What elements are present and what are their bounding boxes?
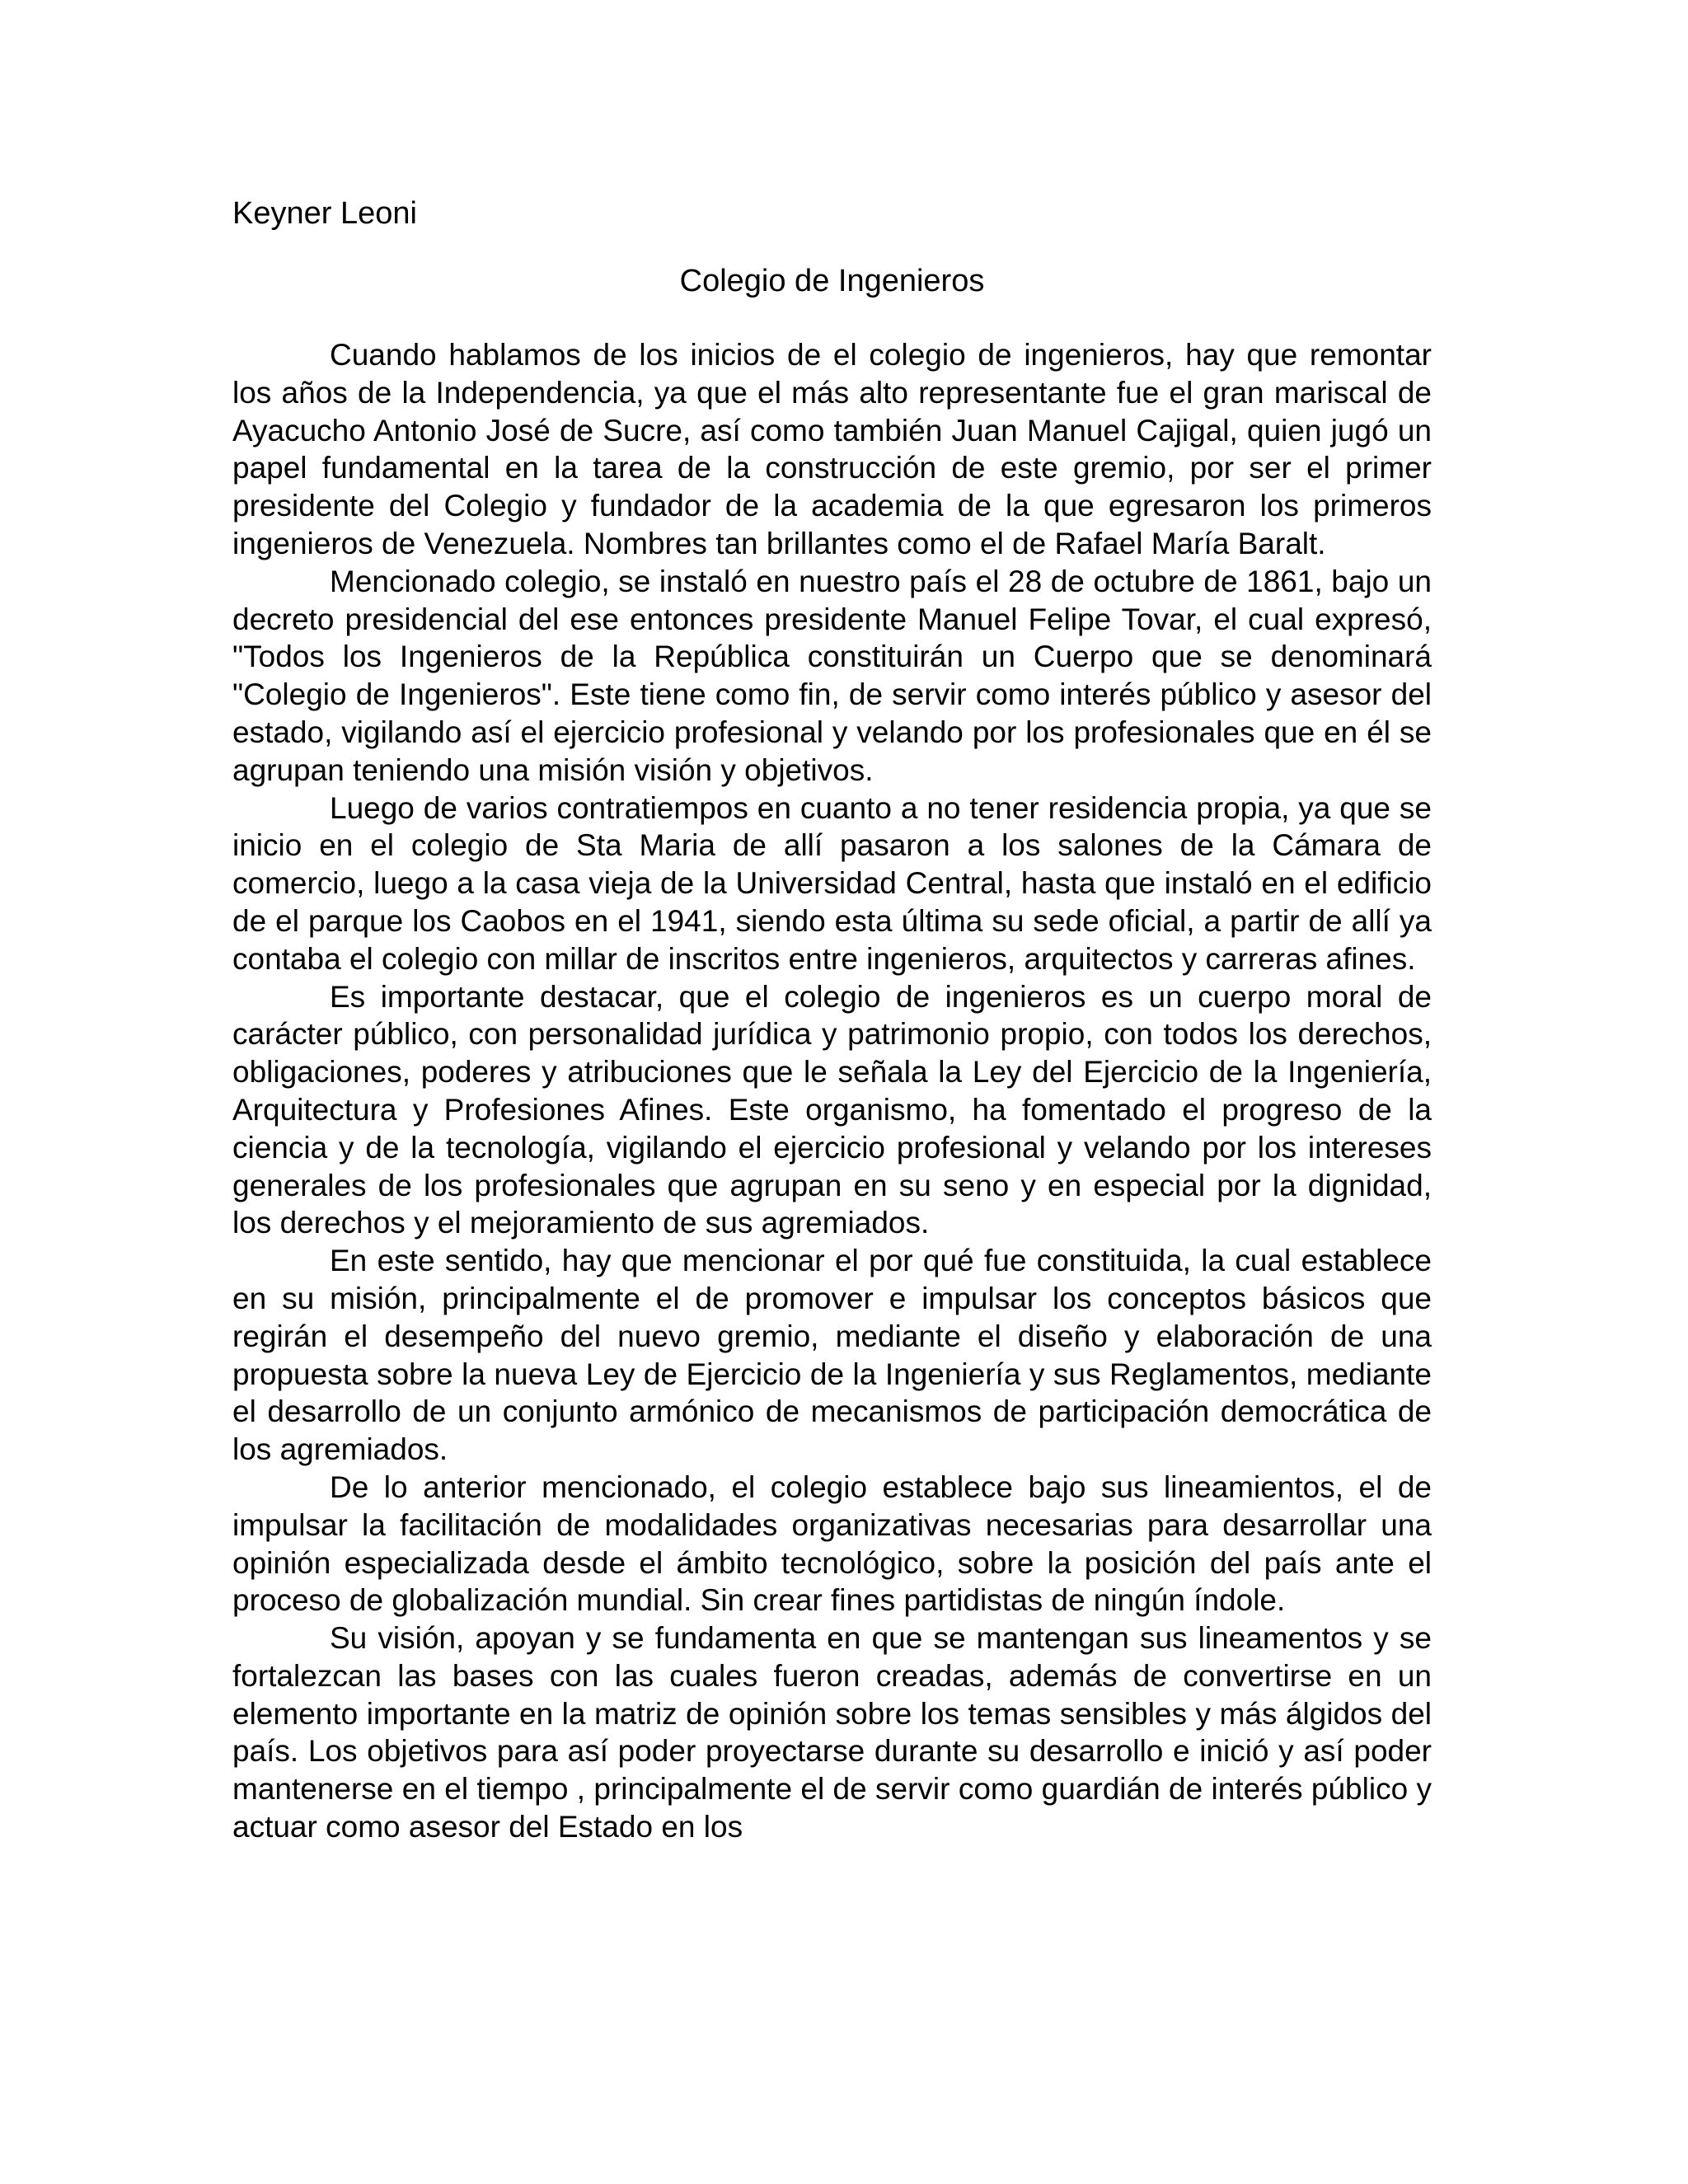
document-body — [232, 336, 1432, 1846]
paragraph: Su visión, apoyan y se fundamenta en que se mantengan sus lineamentos y se fortalezcan las bases con las cuales fueron creadas, además de convertirse en un elemento importante en la matriz de opinión sobre los temas sensibles y más álgidos del país. Los objetivos para así poder proyectarse durante su desarrollo e inició y así poder mantenerse en el tiempo , principalmente el de servir como guardián de interés público y actuar como asesor del Estado en los — [232, 1621, 1432, 1844]
author-name: Keyner Leoni — [232, 196, 417, 231]
paragraph: Mencionado colegio, se instaló en nuestro país el 28 de octubre de 1861, bajo un decreto presidencial del ese entonces presidente Manuel Felipe Tovar, el cual expresó, "Todos los Ingenieros de la República constituirán un Cuerpo que se denominará "Colegio de Ingenieros". Este tiene como fin, de servir como interés público y asesor del estado, vigilando así el ejercicio profesional y velando por los profesionales que en él se agrupan teniendo una misión visión y objetivos. — [232, 564, 1432, 787]
paragraph: De lo anterior mencionado, el colegio establece bajo sus lineamientos, el de impulsar la facilitación de modalidades organizativas necesarias para desarrollar una opinión especializada desde el ámbito tecnológico, sobre la posición del país ante el proceso de globalización mundial. Sin crear fines partidistas de ningún índole. — [232, 1469, 1432, 1618]
paragraph: En este sentido, hay que mencionar el por qué fue constituida, la cual establece en su misión, principalmente el de promover e impulsar los conceptos básicos que regirán el desempeño del nuevo gremio, mediante el diseño y elaboración de una propuesta sobre la nueva Ley de Ejercicio de la Ingeniería y sus Reglamentos, mediante el desarrollo de un conjunto armónico de mecanismos de participación democrática de los agremiados. — [232, 1244, 1432, 1467]
paragraph: Es importante destacar, que el colegio de ingenieros es un cuerpo moral de carácter público, con personalidad jurídica y patrimonio propio, con todos los derechos, obligaciones, poderes y atribuciones que le señala la Ley del Ejercicio de la Ingeniería, Arquitectura y Profesiones Afines. Este organismo, ha fomentado el progreso de la ciencia y de la tecnología, vigilando el ejercicio profesional y velando por los intereses generales de los profesionales que agrupan en su seno y en especial por la dignidad, los derechos y el mejoramiento de sus agremiados. — [232, 979, 1432, 1240]
document-title: Colegio de Ingenieros — [679, 264, 985, 298]
paragraph: Luego de varios contratiempos en cuanto a no tener residencia propia, ya que se inicio en el colegio de Sta Maria de allí pasaron a los salones de la Cámara de comercio, luego a la casa vieja de la Universidad Central, hasta que instaló en el edificio de el parque los Caobos en el 1941, siendo esta última su sede oficial, a partir de allí ya contaba el colegio con millar de inscritos entre ingenieros, arquitectos y carreras afines. — [232, 790, 1432, 976]
paragraph: Cuando hablamos de los inicios de el colegio de ingenieros, hay que remontar los años de la Independencia, ya que el más alto representante fue el gran mariscal de Ayacucho Antonio José de Sucre, así como también Juan Manuel Cajigal, quien jugó un papel fundamental en la tarea de la construcción de este gremio, por ser el primer presidente del Colegio y fundador de la academia de la que egresaron los primeros ingenieros de Venezuela. Nombres tan brillantes como el de Rafael María Baralt. — [232, 338, 1432, 560]
